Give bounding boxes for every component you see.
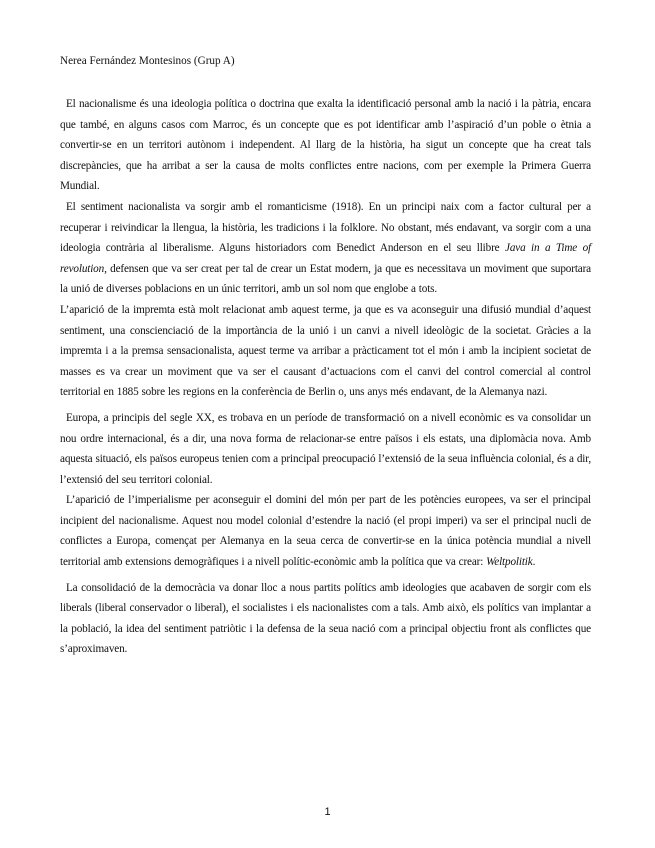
- book-title: Java in a Time of revolution,: [60, 242, 591, 275]
- paragraph-4: [60, 408, 591, 490]
- paragraph-4-text: Europa, a principis del segle XX, es trobava en un període de transformació on a nivell econòmic es va consolidar un nou ordre internacional, és a dir, una nova forma de relacionar-se entre països i els estats, una diplomàcia nova. Amb aquesta situació, els països europeus tenien com a principal preocupació l’extensió de la seua influència colonial, és a dir, l’extensió del seu territori colonial.: [60, 411, 591, 486]
- paragraph-2: [60, 197, 591, 300]
- page-number: 1: [324, 806, 331, 818]
- paragraph-5: [60, 490, 591, 572]
- essay-body: [60, 94, 591, 660]
- paragraph-5-text-end: .: [532, 556, 536, 569]
- paragraph-2-text-start: El sentiment nacionalista va sorgir amb el romanticisme (1918). En un principi naix com a factor cultural per a recuperar i reivindicar la llengua, la història, les tradicions i la folklore. No obstant, més endavant, va sorgir com a una ideologia contrària al liberalisme. Alguns historiadors com Benedict Anderson en el seu llibre: [60, 200, 591, 255]
- paragraph-1: [60, 94, 591, 197]
- paragraph-1-text: El nacionalisme és una ideologia política o doctrina que exalta la identificació personal amb la nació i la pàtria, encara que també, en alguns casos com Marroc, és un concepte que es pot identificar amb l’aspiració d’un poble o ètnia a convertir-se en un territori autònom i independent. Al llarg de la història, ha sigut un concepte que ha creat tals discrepàncies, que ha arribat a ser la causa de molts conflictes entre nacions, com per exemple la Primera Guerra Mundial.: [60, 98, 591, 193]
- paragraph-5-text-start: L’aparició de l’imperialisme per aconseguir el domini del món per part de les potències europees, va ser el principal incipient del nacionalisme. Aquest nou model colonial d’estendre la nació (el propi imperi) va ser el principal nucli de conflictes a Europa, començat per Alemanya en la seua cerca de convertir-se en la única potència mundial a nivell territorial amb extensions demogràfiques i a nivell polític-econòmic amb la política que va crear:: [60, 494, 591, 569]
- author-line: Nerea Fernández Montesinos (Grup A): [60, 55, 235, 67]
- policy-name: Weltpolitik: [486, 556, 533, 569]
- paragraph-6: [60, 578, 591, 660]
- paragraph-6-text: La consolidació de la democràcia va donar lloc a nous partits polítics amb ideologies que acabaven de sorgir com els liberals (liberal conservador o liberal), el socialistes i els nacionalistes com a tals. Amb això, els polítics van implantar a la població, la idea del sentiment patriòtic i la defensa de la seua nació com a principal objectiu front als conflictes que s’aproximaven.: [60, 581, 591, 656]
- paragraph-2-text-end: defensen que va ser creat per tal de crear un Estat modern, ja que es necessitava un moviment que suportara la unió de diverses poblacions en un únic territori, amb un sol nom que englobe a tots.: [60, 262, 591, 296]
- paragraph-3-text: L’aparició de la impremta està molt relacionat amb aquest terme, ja que es va aconseguir una difusió mundial d’aquest sentiment, una conscienciació de la importància de la unió i un canvi a nivell ideològic de la societat. Gràcies a la impremta i a la premsa sensacionalista, aquest terme va arribar a pràcticament tot el món i amb la incipient societat de masses es va crear un moviment que va ser el causant d’actuacions com el canvi del control comercial al control territorial en 1885 sobre les regions en la conferència de Berlin o, uns anys més endavant, de la Alemanya nazi.: [60, 303, 591, 399]
- paragraph-3: [60, 300, 591, 403]
